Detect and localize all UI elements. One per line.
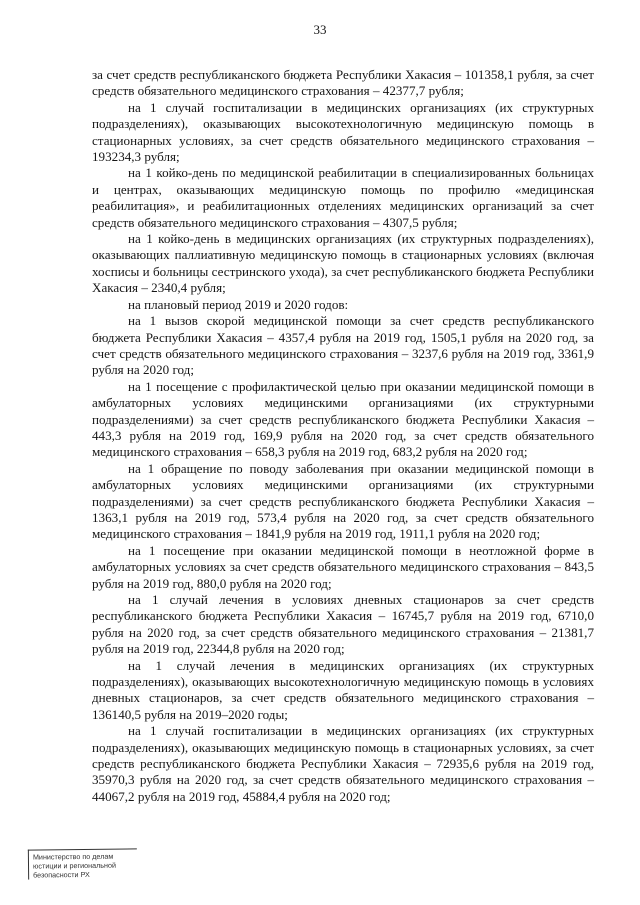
paragraph: на 1 вызов скорой медицинской помощи за счет средств республиканского бюджета Республики Хакасия – 4357,4 рубля на 2019 год, 1505,1 рубля на 2020 год, за счет средств обязательного медицинского страхования – 3237,6 рубля на 2019 год, 3361,9 рубля на 2020 год;	[92, 313, 594, 378]
paragraph: за счет средств республиканского бюджета Республики Хакасия – 101358,1 рубля, за счет средств обязательного медицинского страхования – 42377,7 рубля;	[92, 67, 594, 99]
paragraph: на 1 случай лечения в медицинских организациях (их структурных подразделениях), оказывающих высокотехнологичную медицинскую помощь в условиях дневных стационаров, за счет средств обязательного медицинского страхования – 136140,5 рубля на 2019–2020 годы;	[92, 657, 594, 722]
paragraph: на 1 койко-день по медицинской реабилитации в специализированных больницах и центрах, оказывающих медицинскую помощь по профилю «медицинская реабилитация», и реабилитационных отделениях медицинских организаций за счет средств обязательного медицинского страхования – 4307,5 рубля;	[92, 165, 594, 230]
paragraph: на 1 обращение по поводу заболевания при оказании медицинской помощи в амбулаторных условиях медицинскими организациями (их структурными подразделениями) за счет средств республиканского бюджета Республики Хакасия – 1363,1 рубля на 2019 год, 573,4 рубля на 2020 год, за счет средств обязательного медицинского страхования – 1841,9 рубля на 2019 год, 1911,1 рубля на 2020 год;	[92, 460, 594, 542]
document-body	[92, 67, 594, 805]
paragraph: на 1 случай госпитализации в медицинских организациях (их структурных подразделениях), оказывающих медицинскую помощь в стационарных условиях, за счет средств республиканского бюджета Республики Хакасия – 72935,6 рубля на 2019 год, 35970,3 рубля на 2020 год, за счет средств обязательного медицинского страхования – 44067,2 рубля на 2019 год, 45884,4 рубля на 2020 год;	[92, 723, 594, 804]
registration-stamp	[28, 848, 137, 879]
stamp-line: безопасности РХ	[33, 869, 90, 880]
stamp-line: Министерство по делам	[32, 851, 114, 862]
paragraph: на плановый период 2019 и 2020 годов:	[128, 296, 349, 312]
paragraph: на 1 койко-день в медицинских организациях (их структурных подразделениях), оказывающих паллиативную медицинскую помощь в стационарных условиях (включая хосписы и больницы сестринского ухода), за счет республиканского бюджета Республики Хакасия – 2340,4 рубля;	[92, 231, 594, 296]
paragraph: на 1 посещение при оказании медицинской помощи в неотложной форме в амбулаторных условиях за счет средств обязательного медицинского страхования – 843,5 рубля на 2019 год, 880,0 рубля на 2020 год;	[92, 542, 594, 591]
paragraph: на 1 посещение с профилактической целью при оказании медицинской помощи в амбулаторных условиях медицинскими организациями (их структурными подразделениями) за счет средств республиканского бюджета Республики Хакасия – 443,3 рубля на 2019 год, 169,9 рубля на 2020 год, за счет средств обязательного медицинского страхования – 658,3 рубля на 2019 год, 683,2 рубля на 2020 год;	[92, 378, 594, 460]
paragraph: на 1 случай лечения в условиях дневных стационаров за счет средств республиканского бюджета Республики Хакасия – 16745,7 рубля на 2019 год, 6710,0 рубля на 2020 год, за счет средств обязательного медицинского страхования – 21381,7 рубля на 2019 год, 22344,8 рубля на 2020 год;	[92, 592, 594, 657]
paragraph: на 1 случай госпитализации в медицинских организациях (их структурных подразделениях), оказывающих высокотехнологичную медицинскую помощь в стационарных условиях, за счет средств обязательного медицинского страхования – 193234,3 рубля;	[92, 99, 594, 165]
page-number: 33	[313, 22, 327, 37]
stamp-line: юстиции и региональной	[32, 860, 117, 871]
